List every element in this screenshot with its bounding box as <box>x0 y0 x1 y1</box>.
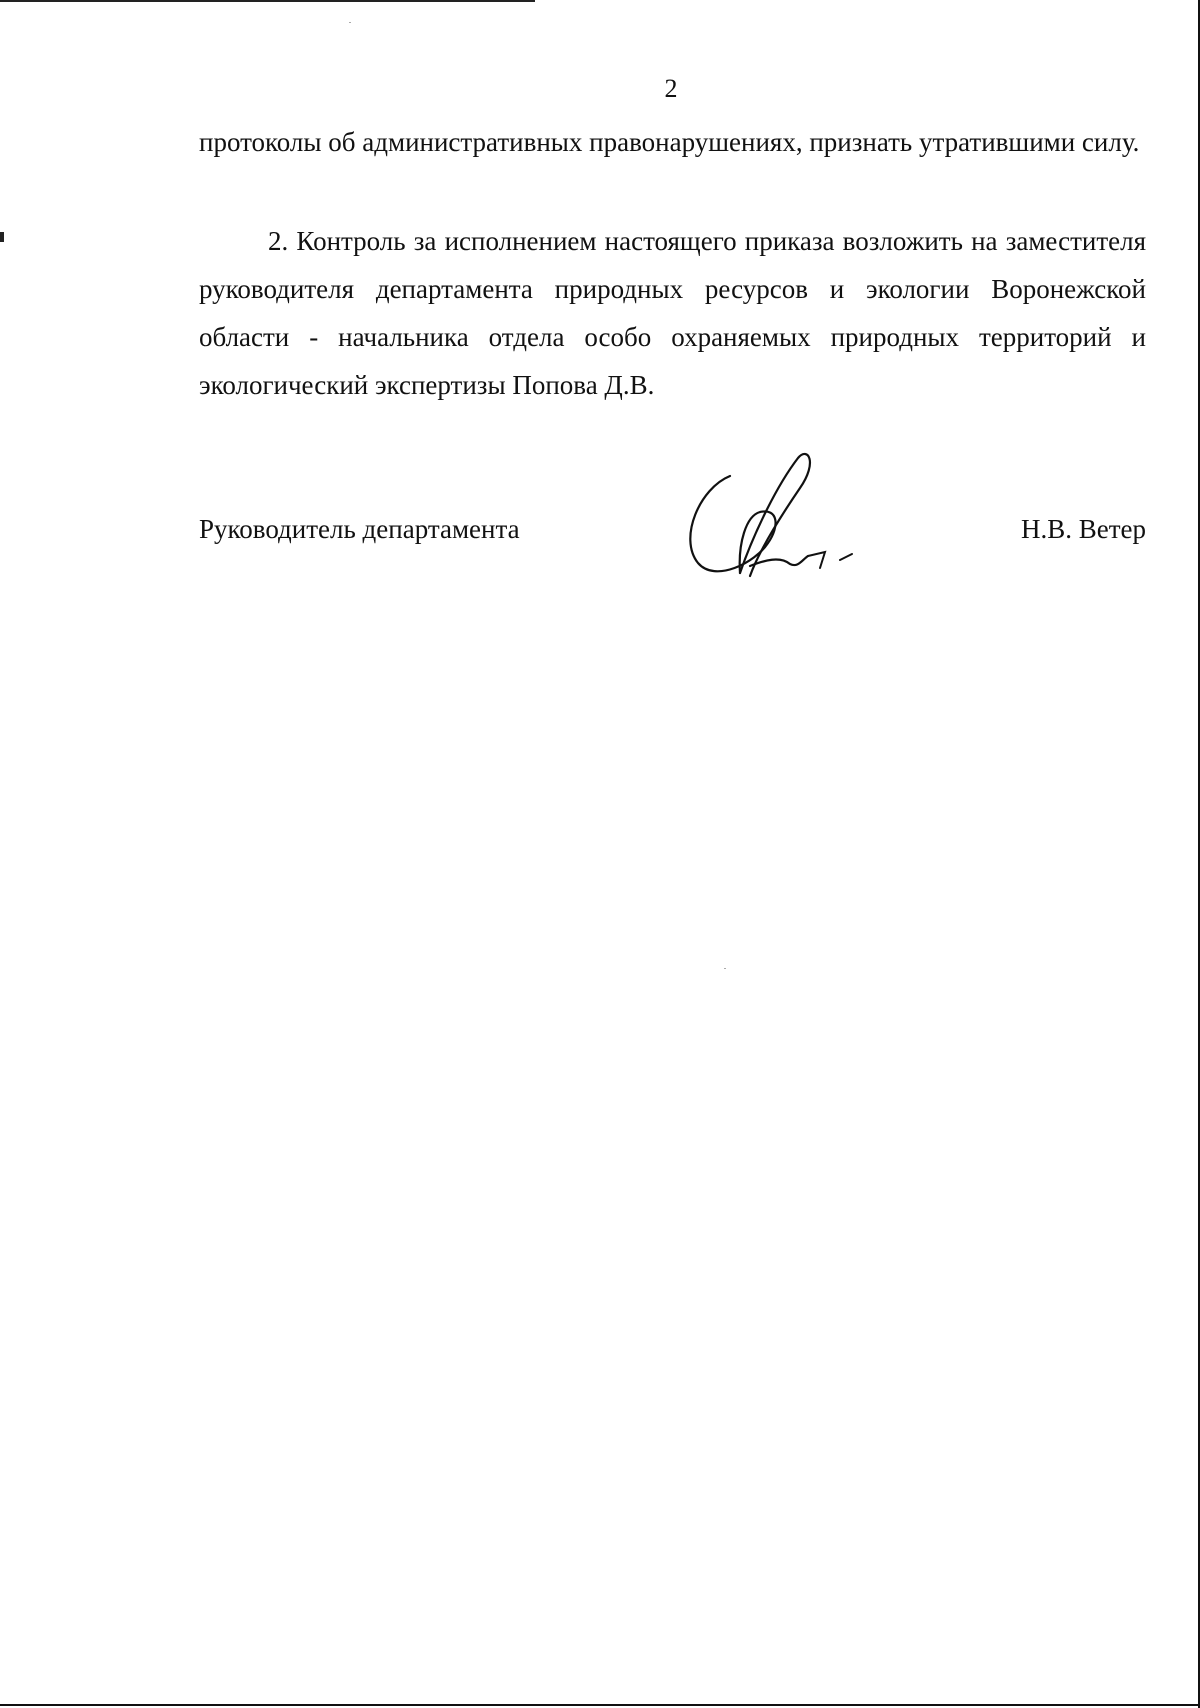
scan-border-top <box>0 0 535 2</box>
signatory-name: Н.В. Ветер <box>1020 514 1146 544</box>
scan-border-bottom <box>0 1704 1200 1706</box>
handwritten-signature <box>680 448 870 588</box>
scan-speck <box>349 22 351 23</box>
scan-speck <box>724 968 726 969</box>
paragraph-2: 2. Контроль за исполнением настоящего приказа возложить на заместителя руководителя департамента природных ресурсов и экологии Воронежской области - начальника отдела особо охраняемых природных территорий и экологический экспертизы Попова Д.В. <box>199 226 1146 400</box>
signatory-role: Руководитель департамента <box>199 514 520 544</box>
scan-edge-mark <box>0 232 4 242</box>
paragraph-continuation: протоколы об административных правонарушениях, признать утратившими силу. <box>199 127 1140 157</box>
page-number: 2 <box>664 74 678 103</box>
